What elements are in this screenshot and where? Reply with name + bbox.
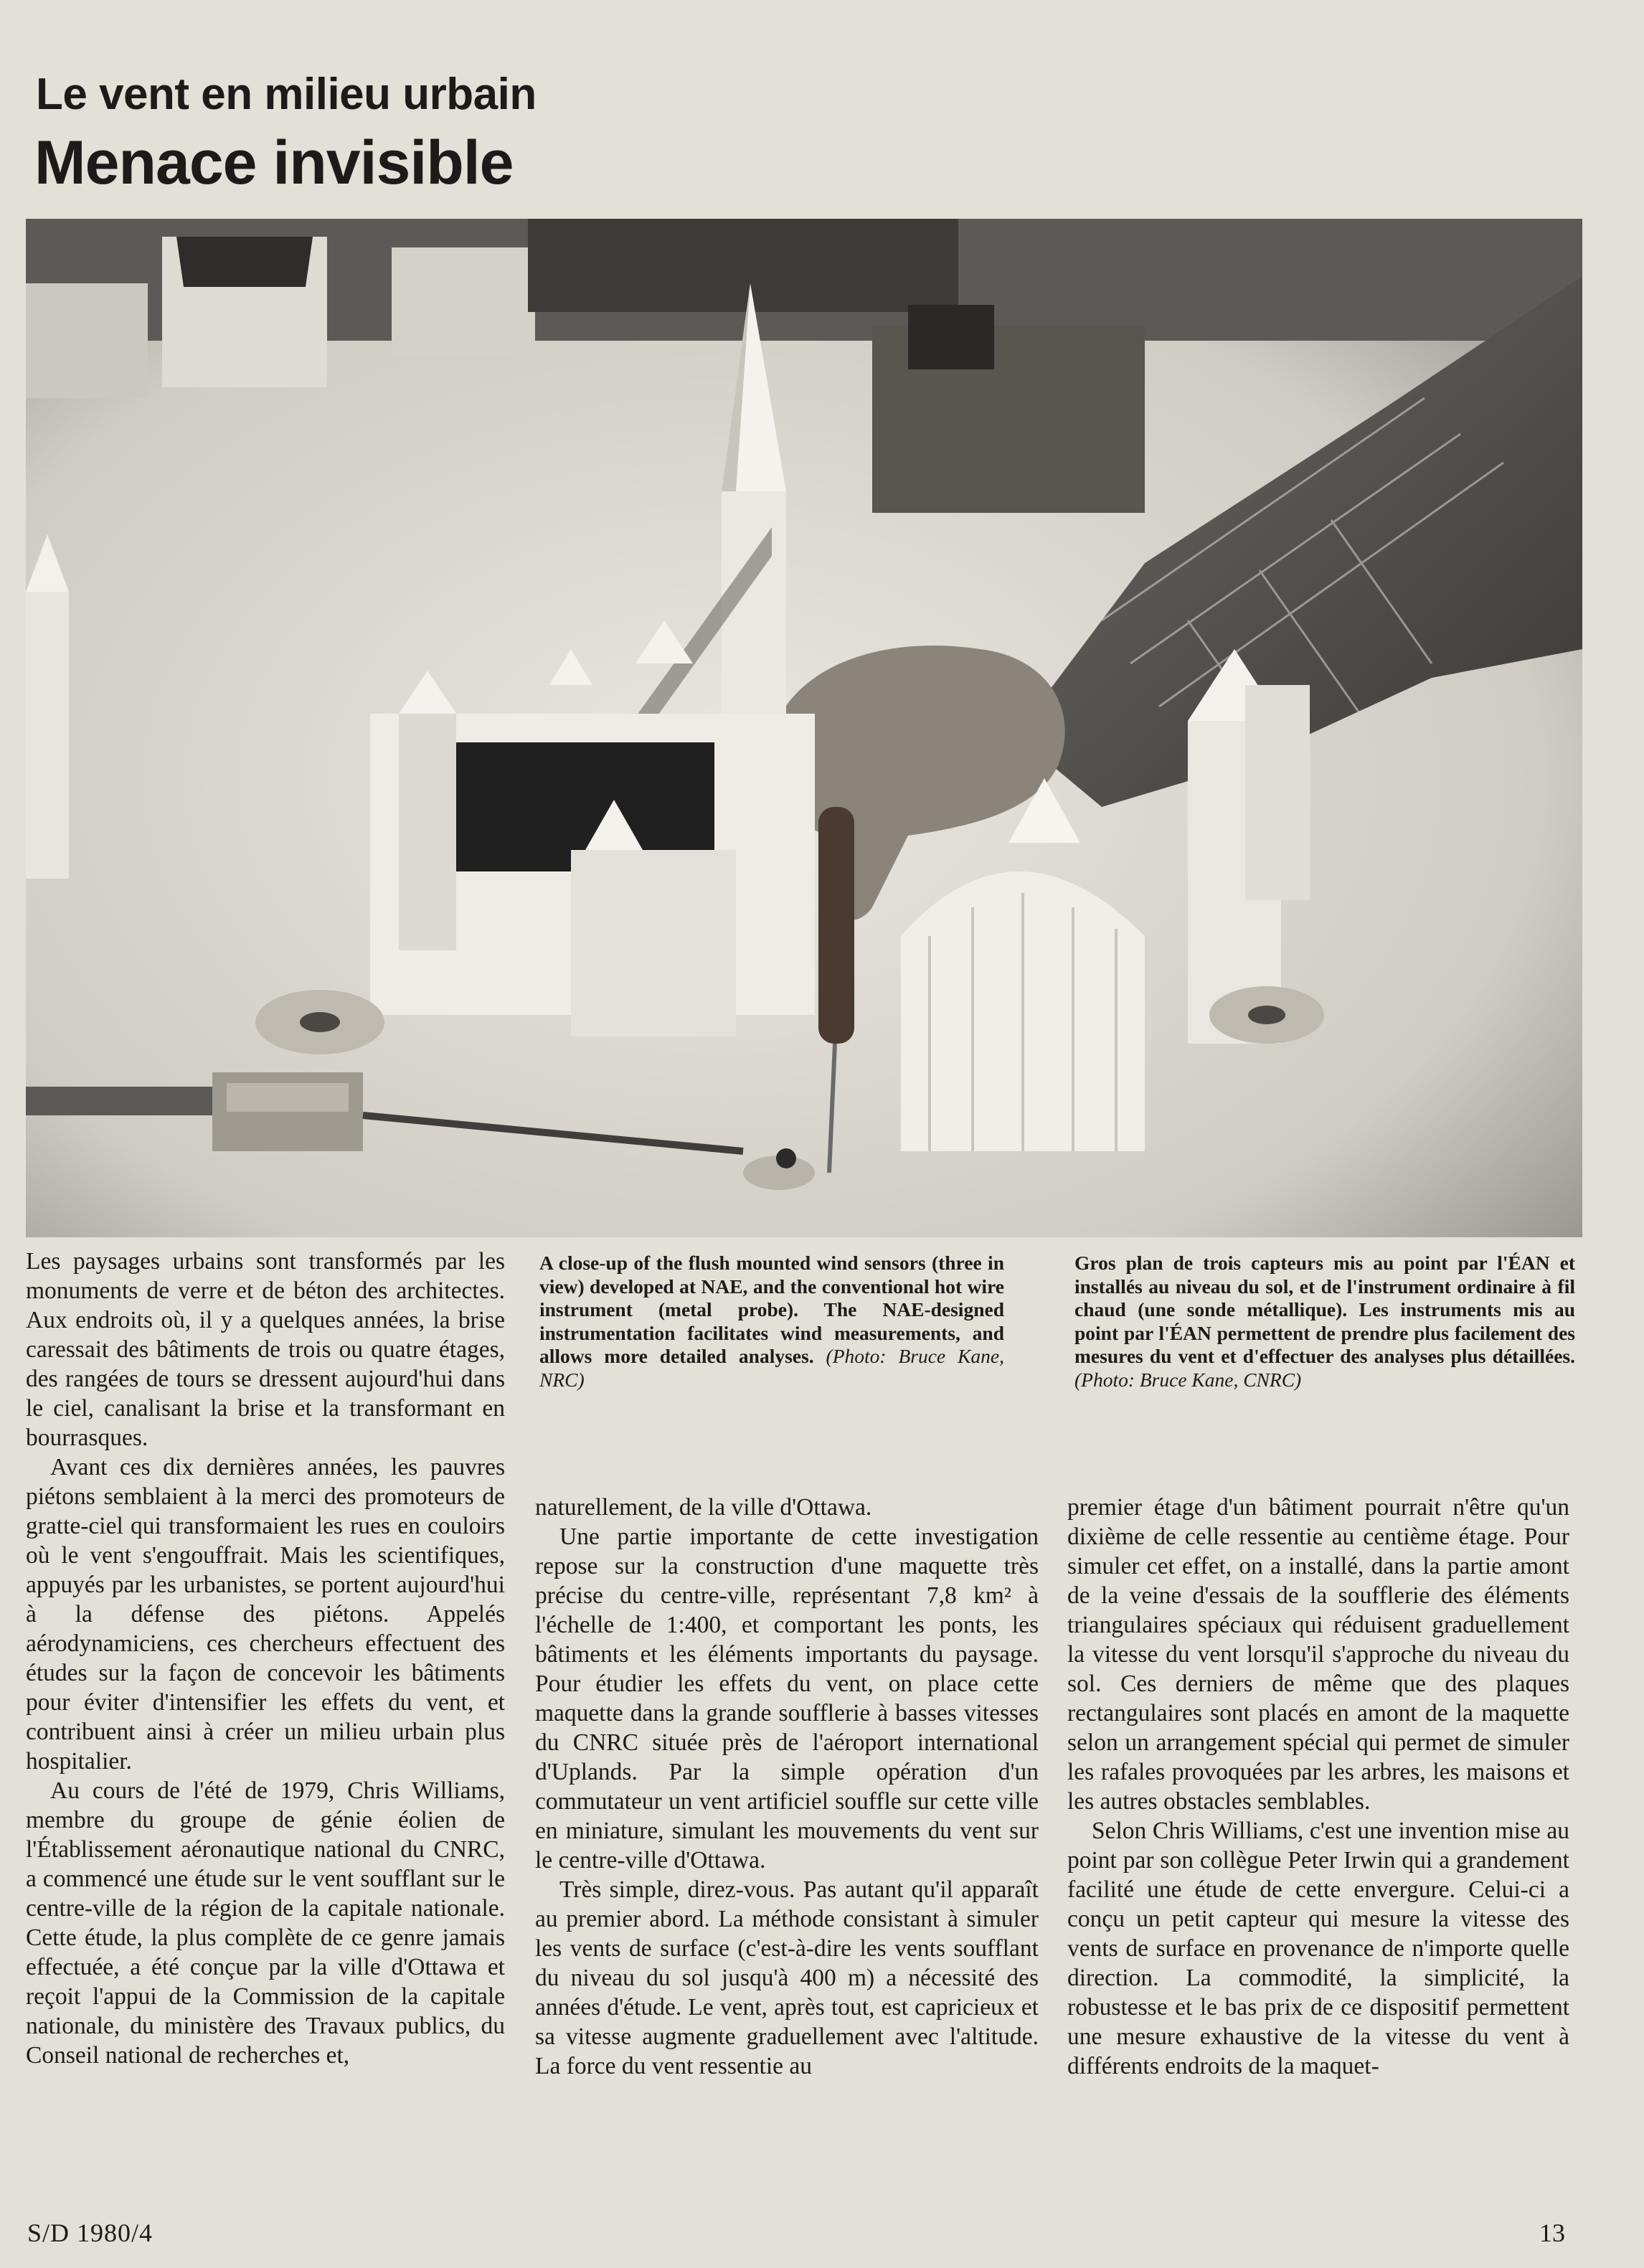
photo-credit: (Photo: Bruce Kane, NRC) [539,1345,1004,1391]
photo-caption-english [539,1252,1004,1391]
paragraph: Une partie importante de cette investigation repose sur la construction d'une maquette très précise du centre-ville, représentant 7,8 km² à l'échelle de 1:400, et comportant les ponts, les bâtiments et les éléments importants du paysage. Pour étudier les effets du vent, on place cette maquette dans la grande soufflerie à basses vitesses du CNRC située près de l'aéroport international d'Uplands. Par la simple opération d'un commutateur un vent artificiel souffle sur cette ville en miniature, simulant les mouvements du vent sur le centre-ville d'Ottawa. [535,1523,1039,1874]
body-column-3 [1067,1493,1569,2081]
paragraph: naturellement, de la ville d'Ottawa. [535,1494,872,1521]
caption-text: Gros plan de trois capteurs mis au point par l'ÉAN et installés au niveau du sol, et de l'instrument ordinaire à fil chaud (une sonde métallique). Les instruments mis au point par l'ÉAN permettent de prendre plus facilement des mesures du vent et d'effectuer des analyses plus détaillées. [1074,1252,1575,1367]
body-column-1 [26,1247,505,2070]
paragraph: Au cours de l'été de 1979, Chris Williams, membre du groupe de génie éolien de l'Établissement aéronautique national du CNRC, a commencé une étude sur le vent soufflant sur le centre-ville de la région de la capitale nationale. Cette étude, la plus complète de ce genre jamais effectuée, a été conçue par la ville d'Ottawa et reçoit l'appui de la Commission de la capitale nationale, du ministère des Travaux publics, du Conseil national de recherches et, [26,1777,505,2069]
article-kicker: Le vent en milieu urbain [36,70,537,119]
paragraph: Les paysages urbains sont transformés par les monuments de verre et de béton des architectes. Aux endroits où, il y a quelques années, la brise caressait des bâtiments de trois ou quatre étages, des rangées de tours se dressent aujourd'hui dans le ciel, canalisant la brise et la transformant en bourrasques. [26,1248,505,1451]
paragraph: Selon Chris Williams, c'est une invention mise au point par son collègue Peter Irwin qui a grandement facilité une étude de cette envergure. Celui-ci a conçu un petit capteur qui mesure la vitesse des vents de surface en provenance de n'importe quelle direction. La commodité, la simplicité, la robustesse et le bas prix de ce dispositif permettent une mesure exhaustive de la vitesse du vent à différents endroits de la maquet- [1067,1818,1569,2079]
city-model-photo-icon [26,219,1582,1237]
page-number: 13 [1539,2219,1565,2247]
caption-text: A close-up of the flush mounted wind sensors (three in view) developed at NAE, and the conventional hot wire instrument (metal probe). The NAE-designed instrumentation facilitates wind measurements, and allows more detailed analyses. [539,1252,1004,1367]
issue-label: S/D 1980/4 [27,2219,153,2247]
wind-tunnel-photo [26,219,1582,1237]
article-title: Menace invisible [34,128,514,197]
photo-credit: (Photo: Bruce Kane, CNRC) [1074,1368,1302,1391]
paragraph: Très simple, direz-vous. Pas autant qu'il apparaît au premier abord. La méthode consistant à simuler les vents de surface (c'est-à-dire les vents soufflant du niveau du sol jusqu'à 400 m) a nécessité des années d'étude. Le vent, après tout, est capricieux et sa vitesse augmente graduellement avec l'altitude. La force du vent ressentie au [535,1876,1039,2079]
paragraph: premier étage d'un bâtiment pourrait n'être qu'un dixième de celle ressentie au centième étage. Pour simuler cet effet, on a installé, dans la partie amont de la veine d'essais de la soufflerie des éléments triangulaires spéciaux qui réduisent graduellement la vitesse du vent lorsqu'il s'approche du niveau du sol. Ces derniers de même que des plaques rectangulaires sont placés en amont de la maquette selon un arrangement spécial qui permet de simuler les rafales provoquées par les arbres, les maisons et les autres obstacles semblables. [1067,1494,1569,1815]
photo-caption-french [1074,1252,1575,1391]
paragraph: Avant ces dix dernières années, les pauvres piétons semblaient à la merci des promoteurs de gratte-ciel qui transformaient les rues en couloirs où le vent s'engouffrait. Mais les scientifiques, appuyés par les urbanistes, se portent aujourd'hui à la défense des piétons. Appelés aérodynamiciens, ces chercheurs effectuent des études sur la façon de concevoir les bâtiments pour éviter d'intensifier les effets du vent, et contribuent ainsi à créer un milieu urbain plus hospitalier. [26,1454,505,1775]
body-column-2 [535,1493,1039,2081]
